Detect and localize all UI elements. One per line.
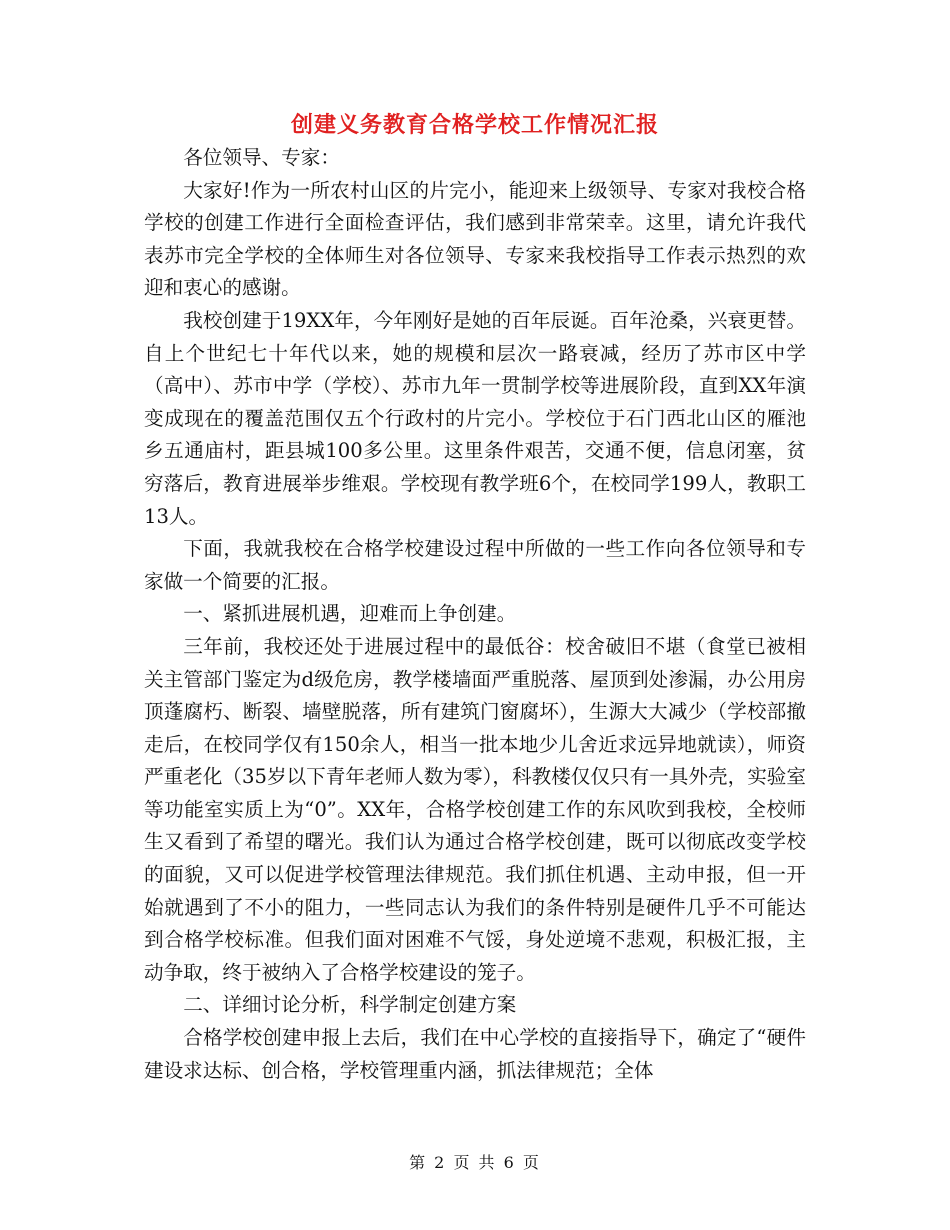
- paragraph-section-2: 合格学校创建申报上去后，我们在中心学校的直接指导下，确定了“硬件建设求达标、创合格，学校管理重内涵，抓法律规范；全体: [144, 1026, 806, 1082]
- page-number-footer: 第 2 页 共 6 页: [409, 1153, 541, 1172]
- paragraph-greeting: 大家好!作为一所农村山区的片完小，能迎来上级领导、专家对我校合格学校的创建工作进行全面检查评估，我们感到非常荣幸。这里，请允许我代表苏市完全学校的全体师生对各位领导、专家来我校指导工作表示热烈的欢迎和衷心的感谢。: [144, 178, 806, 300]
- document-body: [144, 142, 806, 1087]
- paragraph-salutation: 各位领导、专家：: [183, 146, 340, 169]
- section-heading-2: 二、详细讨论分析，科学制定创建方案: [183, 993, 517, 1017]
- paragraph-history: 我校创建于19XX年，今年刚好是她的百年辰诞。百年沧桑，兴衰更替。自上个世纪七十年代以来，她的规模和层次一路衰减，经历了苏市区中学（高中）、苏市中学（学校）、苏市九年一贯制学校等进展阶段，直到XX年演变成现在的覆盖范围仅五个行政村的片完小。学校位于石门西北山区的雁池乡五通庙村，距县城100多公里。这里条件艰苦，交通不便，信息闭塞，贫穷落后，教育进展举步维艰。学校现有教学班6个，在校同学199人，教职工13人。: [144, 308, 806, 528]
- paragraph-section-1: 三年前，我校还处于进展过程中的最低谷：校舍破旧不堪（食堂已被相关主管部门鉴定为d级危房，教学楼墙面严重脱落、屋顶到处渗漏，办公用房顶蓬腐朽、断裂、墙壁脱落，所有建筑门窗腐坏），生源大大减少（学校部撤走后，在校同学仅有150余人，相当一批本地少儿舍近求远异地就读），师资严重老化（35岁以下青年老师人数为零），科教楼仅仅只有一具外壳，实验室等功能室实质上为“0”。XX年，合格学校创建工作的东风吹到我校，全校师生又看到了希望的曙光。我们认为通过合格学校创建，既可以彻底改变学校的面貌，又可以促进学校管理法律规范。我们抓住机遇、主动申报，但一开始就遇到了不小的阻力，一些同志认为我们的条件特别是硬件几乎不可能达到合格学校标准。但我们面对困难不气馁，身处逆境不悲观，积极汇报，主动争取，终于被纳入了合格学校建设的笼子。: [144, 634, 806, 984]
- section-heading-1: 一、紧抓进展机遇，迎难而上争创建。: [183, 602, 517, 626]
- paragraph-intro-report: 下面，我就我校在合格学校建设过程中所做的一些工作向各位领导和专家做一个简要的汇报。: [144, 537, 806, 593]
- document-title: 创建义务教育合格学校工作情况汇报: [290, 112, 659, 138]
